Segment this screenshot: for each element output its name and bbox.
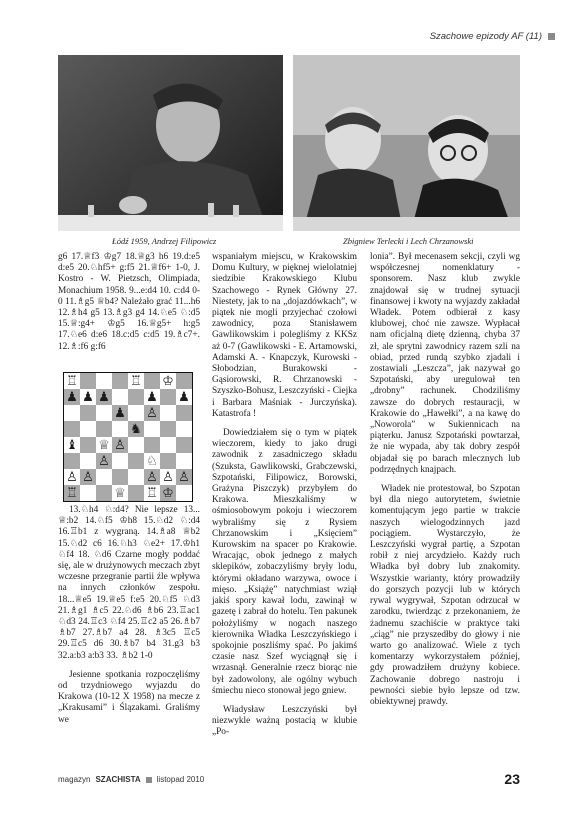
- board-square: ♟: [80, 389, 96, 405]
- board-square: ♙: [144, 405, 160, 421]
- paragraph: Jesienne spotkania rozpoczęliśmy od trzydniowego wyjazdu do Krakowa (10-12 X 1958) na mecze z „Krakusami” i Ślązakami. Graliśmy we: [58, 669, 200, 725]
- board-square: [176, 437, 192, 453]
- board-square: ♟: [96, 389, 112, 405]
- paragraph: Władek nie protestował, bo Szpotan był dla niego autorytetem, świetnie komentującym jego partie w trakcie naszych wielogodzinnych jazd pociągiem. Wystarczyło, że Leszczyński wygrał partię, a Szpotan robił z niej arcydzieło. Każdy ruch Władka był dobry lub znakomity. Wszystkie warianty, który prowadziły do gorszych pozycji lub w których rywal wygrywał, Szpotan odrzucał w zarodku, twierdząc z przekonaniem, że żadnemu szachiście w praktyce taki „ciąg” nie przyszedłby do głowy i nie warto go analizować. Wiele z tych komentarzy wykorzystałem później, gdy prowadziłem drużyny kobiece. Zachowanie dobrego nastroju i pewności siebie było lepsze od tzw. obiektywnej prawdy.: [370, 484, 520, 707]
- board-square: ♞: [128, 421, 144, 437]
- header-title: Szachowe epizody AF (11): [429, 31, 542, 42]
- running-header: [430, 31, 555, 42]
- paragraph: g6 17.♕f3 ♔g7 18.♕g3 h6 19.d:e5 d:e5 20.♘hf5+ g:f5 21.♕f6+ 1-0, J. Kostro - W. Pietzsch, Olimpiada, Monachium 1958. 9...e:d4 10. c:d4 0-0 11.♗g5 ♕b4? Należało grać 11...h6 12.♗h4 g5 13.♗g3 g4 14.♘e5 ♘:d5 15.♕:g4+ ♔g5 16.♕g5+ h:g5 17.♘e6 d:e6 18.c:d5 c:d5 19.♗c7+. 12.♗:f6 g:f6: [58, 252, 200, 352]
- caption-right: Zbigniew Terlecki i Lech Chrzanowski: [343, 236, 474, 246]
- board-square: [96, 485, 112, 501]
- board-square: [160, 389, 176, 405]
- board-square: ♟: [176, 389, 192, 405]
- board-square: ♝: [64, 437, 80, 453]
- photo-filipowicz: [58, 55, 283, 231]
- board-square: [160, 405, 176, 421]
- board-square: [112, 453, 128, 469]
- board-square: [176, 405, 192, 421]
- board-square: ♔: [160, 485, 176, 501]
- board-square: [80, 421, 96, 437]
- board-square: ♟: [144, 389, 160, 405]
- board-square: [80, 453, 96, 469]
- board-square: [64, 421, 80, 437]
- board-square: ♕: [96, 437, 112, 453]
- board-square: [128, 485, 144, 501]
- board-square: [64, 405, 80, 421]
- paragraph: 13.♘h4 ♘:d4? Nie lepsze 13... ♕:b2 14.♘f5 ♔h8 15.♘d2 ♘:d4 16.♖b1 z wygraną. 14.♗a8 ♕b2 15.♘d2 c6 16.♘h3 ♘e2+ 17.♔h1 ♘f4 18. ♘d6 Czarne mogły poddać się, ale w drużynowych meczach zbyt wczesne przegranie partii źle wpływa na innych członków zespołu. 18...♕e5 19.♕e5 f:e5 20.♘f5 ♘d3 21.♗g1 ♗c5 22.♘d6 ♗b6 23.♖ac1 ♘d3 24.♖c3 ♘f4 25.♖c2 a5 26.♗b7 ♗b7 27.♗b7 a4 28. ♗3c5 ♖c5 29.♖c5 d6 30.♗b7 b4 31.g3 b3 32.a:b3 a:b3 33. ♗b2 1-0: [58, 505, 200, 661]
- board-square: ♙: [112, 437, 128, 453]
- board-square: [176, 453, 192, 469]
- board-square: [128, 389, 144, 405]
- board-square: [128, 437, 144, 453]
- board-square: [112, 373, 128, 389]
- board-square: ♖: [64, 373, 80, 389]
- footer-square-icon: [146, 777, 152, 783]
- board-square: [160, 421, 176, 437]
- board-square: ♕: [112, 485, 128, 501]
- board-square: ♘: [144, 453, 160, 469]
- board-square: [128, 453, 144, 469]
- board-square: [144, 421, 160, 437]
- board-square: ♙: [96, 453, 112, 469]
- board-square: [176, 485, 192, 501]
- board-square: [128, 469, 144, 485]
- column-1: [58, 252, 200, 353]
- board-square: ♟: [64, 389, 80, 405]
- board-square: [176, 421, 192, 437]
- board-square: [144, 373, 160, 389]
- board-square: ♖: [128, 373, 144, 389]
- board-square: [112, 389, 128, 405]
- photo-terlecki-chrzanowski: [293, 55, 520, 231]
- board-square: [144, 437, 160, 453]
- paragraph: Władysław Leszczyński był niezwykle ważną postacią w klubie „Po-: [212, 704, 357, 738]
- footer-title: SZACHISTA: [95, 775, 141, 784]
- board-square: [96, 421, 112, 437]
- board-square: [112, 421, 128, 437]
- page-footer: [58, 775, 204, 784]
- board-square: [128, 405, 144, 421]
- board-square: [160, 453, 176, 469]
- board-square: ♙: [176, 469, 192, 485]
- board-square: ♔: [160, 373, 176, 389]
- column-3: [370, 252, 520, 708]
- board-square: ♙: [80, 469, 96, 485]
- board-square: ♙: [144, 469, 160, 485]
- column-1-continued: [58, 505, 200, 726]
- board-square: [96, 469, 112, 485]
- board-square: [112, 469, 128, 485]
- column-2: [212, 252, 357, 739]
- board-square: [64, 453, 80, 469]
- board-square: [80, 405, 96, 421]
- caption-left: Łódź 1959, Andrzej Filipowicz: [112, 236, 217, 246]
- board-square: [80, 437, 96, 453]
- paragraph: lonia”. Był mecenasem sekcji, czyli wg współczesnej nomenklatury - sponsorem. Nasz klub zwykle znajdował się w trudnej sytuacji finansowej i kwoty na wyjazdy zakładał Władek. Potem odbierał z kasy klubowej, choć nie zawsze. Wypłacał nam oficjalną dietę dzienną, chyba 37 zł, ale sprytni zawodnicy razem szli na obiad, przed rundą szybko zjadali i zostawiali „Leszcza”, jak nazywał go Szpotański, aby uregulował ten „drobny” rachunek. Chodziliśmy zawsze do dobrych restauracji, w Krakowie do „Hawełki”, a na kawę do „Noworola” w Sukiennicach na piąterku. Janusz Szpotański powtarzał, że nie wypada, aby tak dobry zespół objadał się po barach mlecznych lub podrzędnych knajpach.: [370, 252, 520, 475]
- board-square: [96, 373, 112, 389]
- board-square: [96, 405, 112, 421]
- paragraph: Dowiedziałem się o tym w piątek wieczorem, kiedy to jako drugi zawodnik z zasadniczego składu (Szuksta, Gawlikowski, Grabczewski, Szpotański, Filipowicz, Borowski, Grażyna Piszczyk) przybyłem do Krakowa. Mieszkaliśmy w ośmiosobowym pokoju i wieczorem wybraliśmy się z Rysiem Chrzanowskim i „Księciem” Kurowskim na spacer po Krakowie. Wracając, obok jednego z małych sklepików, zobaczyliśmy bryły lodu, którymi okładano warzywa, owoce i mięso. „Książę” natychmiast wziął jakiś spory kawał lodu, zawinął w gazetę i zabrał do hotelu. Ten pakunek położyliśmy w nogach naszego kierownika Władka Leszczyńskiego i spokojnie poszliśmy spać. Po jakimś czasie nasz Szef wyciągnął się i wrzasnął. Generalnie rzecz biorąc nie był zadowolony, ale ogólny wybuch śmiechu nieco stonował jego gniew.: [212, 428, 357, 696]
- footer-date: listopad 2010: [156, 775, 205, 784]
- board-square: [80, 485, 96, 501]
- board-square: ♙: [64, 469, 80, 485]
- board-square: [80, 373, 96, 389]
- paragraph: wspaniałym miejscu, w Krakowskim Domu Kultury, w pięknej wielolatniej siedzibie Krakowskiego Klubu Szachowego - Rynek Główny 27. Niestety, jak to na „dojazdówkach”, w piątek nie mogli przyjechać czołowi zawodnicy, poza Stanisławem Gawlikowskim i polegliśmy z KKSz aż 0-7 (Gawlikowski - E. Artamowski, Adamski A. - Knapczyk, Kurowski - Słobodzian, Burakowski - Gąsiorowski, R. Chrzanowski - Szyszko-Bohusz, Leszczyński - Ciejka i Barbara Maśniak - Jurczyńska). Katastrofa !: [212, 252, 357, 419]
- header-square-icon: [548, 33, 555, 40]
- board-square: ♙: [160, 469, 176, 485]
- board-square: ♖: [144, 485, 160, 501]
- footer-magazine: magazyn: [58, 775, 91, 784]
- board-square: [160, 437, 176, 453]
- page-number: 23: [504, 771, 520, 787]
- chess-diagram: [63, 372, 193, 502]
- board-square: [176, 373, 192, 389]
- board-square: ♖: [64, 485, 80, 501]
- board-square: ♟: [112, 405, 128, 421]
